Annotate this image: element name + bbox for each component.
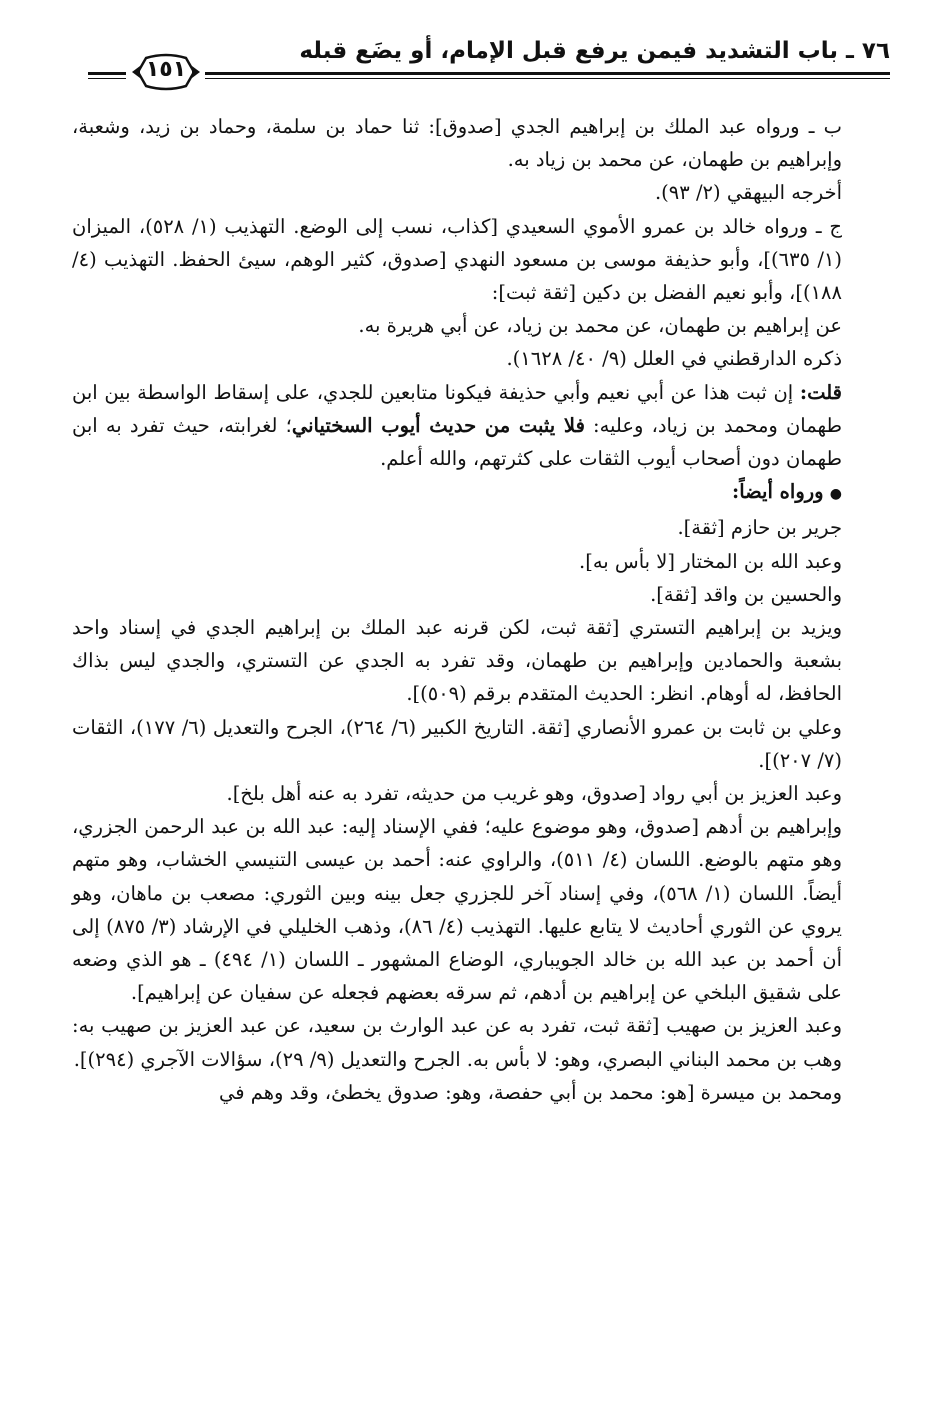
paragraph-bullet: ● <box>829 486 842 503</box>
chapter-title: ٧٦ ـ باب التشديد فيمن يرفع قبل الإمام، أو يضَع قبله <box>299 38 890 64</box>
paragraph <box>72 545 890 578</box>
paragraph <box>72 611 890 711</box>
page-body <box>72 110 890 1109</box>
paragraph <box>72 1076 890 1109</box>
page-number: ١٥١ <box>145 57 187 82</box>
paragraph-text: ومحمد بن ميسرة [هو: محمد بن أبي حفصة، وهو: صدوق يخطئ، وقد وهم في <box>218 1080 842 1104</box>
paragraph <box>72 578 890 611</box>
paragraph-text: وعبد الله بن المختار [لا بأس به]. <box>579 549 842 573</box>
paragraph-text: والحسين بن واقد [ثقة]. <box>650 582 842 606</box>
paragraph-bold-heading: ورواه أيضاً: <box>732 480 824 504</box>
paragraph-text: وعلي بن ثابت بن عمرو الأنصاري [ثقة. التاريخ الكبير (٦/ ٢٦٤)، الجرح والتعديل (٦/ ١٧٧)، الثقات (٧/ ٢٠٧)]. <box>72 715 842 772</box>
paragraph <box>72 777 890 810</box>
paragraph-text: ويزيد بن إبراهيم التستري [ثقة ثبت، لكن قرنه عبد الملك بن إبراهيم الجدي في إسناد واحد بشعبة والحمادين وإبراهيم بن طهمان، وقد تفرد به الجدي عن التستري، والجدي ليس بذاك الحافظ، له أوهام. انظر: الحديث المتقدم برقم (٥٠٩)]. <box>72 616 842 706</box>
paragraph <box>72 810 890 1009</box>
paragraph-lead: قلت: <box>799 380 842 404</box>
paragraph-text: ذكره الدارقطني في العلل (٩/ ٤٠/ ١٦٢٨). <box>506 347 842 371</box>
paragraph-text: ب ـ ورواه عبد الملك بن إبراهيم الجدي [صدوق]: ثنا حماد بن سلمة، وحماد بن زيد، وشعبة، وإبراهيم بن طهمان، عن محمد بن زياد به. <box>72 115 842 172</box>
paragraph-text: وإبراهيم بن أدهم [صدوق، وهو موضوع عليه؛ ففي الإسناد إليه: عبد الله بن عبد الرحمن الجزري، وهو متهم بالوضع. اللسان (٤/ ٥١١)، والراوي عنه: أحمد بن عيسى التنيسي الخشاب، وهو متهم أيضاً. اللسان (١/ ٥٦٨)، وفي إسناد آخر للجزري جعل بينه وبين الثوري: مصعب بن ماهان، وهو يروي عن الثوري أحاديث لا يتابع عليها. التهذيب (٤/ ٨٦)، وذهب الخليلي في الإرشاد (٣/ ٨٧٥) إلى أن أحمد بن عبد الله بن خالد الجويباري، الوضاع المشهور ـ اللسان (١/ ٤٩٤) ـ هو الذي وضعه على شقيق البلخي عن إبراهيم بن أدهم، ثم سرقه بعضهم فجعله عن سفيان عن إبراهيم]. <box>72 815 843 1005</box>
paragraph <box>72 711 890 777</box>
paragraph <box>72 309 890 342</box>
paragraph <box>72 1009 890 1075</box>
paragraph <box>72 110 890 176</box>
paragraph <box>72 342 890 375</box>
header-rule <box>205 72 890 79</box>
paragraph <box>72 176 890 209</box>
paragraph-text: ج ـ ورواه خالد بن عمرو الأموي السعيدي [كذاب، نسب إلى الوضع. التهذيب (١/ ٥٢٨)، الميزان (١/ ٦٣٥)]، وأبو حذيفة موسى بن مسعود النهدي [صدوق، كثير الوهم، سيئ الحفظ. التهذيب (٤/ ١٨٨)]، وأبو نعيم الفضل بن دكين [ثقة ثبت]: <box>72 214 842 305</box>
page-number-badge <box>128 52 204 92</box>
paragraph-bold: فلا يثبت من حديث أيوب السختياني <box>291 413 585 437</box>
paragraph-tail: ؛ لغرابته، حيث تفرد به ابن طهمان دون أصحاب أيوب الثقات على كثرتهم، والله أعلم. <box>72 413 842 471</box>
paragraph <box>72 376 890 476</box>
paragraph <box>72 511 890 544</box>
paragraph-text: أخرجه البيهقي (٢/ ٩٣). <box>654 181 842 205</box>
paragraph-text: وعبد العزيز بن صهيب [ثقة ثبت، تفرد به عن عبد الوارث بن سعيد، عن عبد العزيز بن صهيب به: وهب بن محمد البناني البصري، وهو: لا بأس به. الجرح والتعديل (٩/ ٢٩)، سؤالات الآجري (٢٩٤)]. <box>72 1014 842 1071</box>
paragraph <box>72 210 890 310</box>
paragraph-text: إن ثبت هذا عن أبي نعيم وأبي حذيفة فيكونا متابعين للجدي، على إسقاط الواسطة بين ابن طهمان ومحمد بن زياد، وعليه: <box>72 380 842 437</box>
page-header <box>70 38 890 98</box>
paragraph-text: عن إبراهيم بن طهمان، عن محمد بن زياد، عن أبي هريرة به. <box>358 314 842 338</box>
header-rule-left <box>88 72 126 79</box>
paragraph-text: جرير بن حازم [ثقة]. <box>677 516 842 540</box>
paragraph <box>72 475 890 511</box>
paragraph-text: وعبد العزيز بن أبي رواد [صدوق، وهو غريب من حديثه، تفرد به عنه أهل بلخ]. <box>226 782 842 806</box>
